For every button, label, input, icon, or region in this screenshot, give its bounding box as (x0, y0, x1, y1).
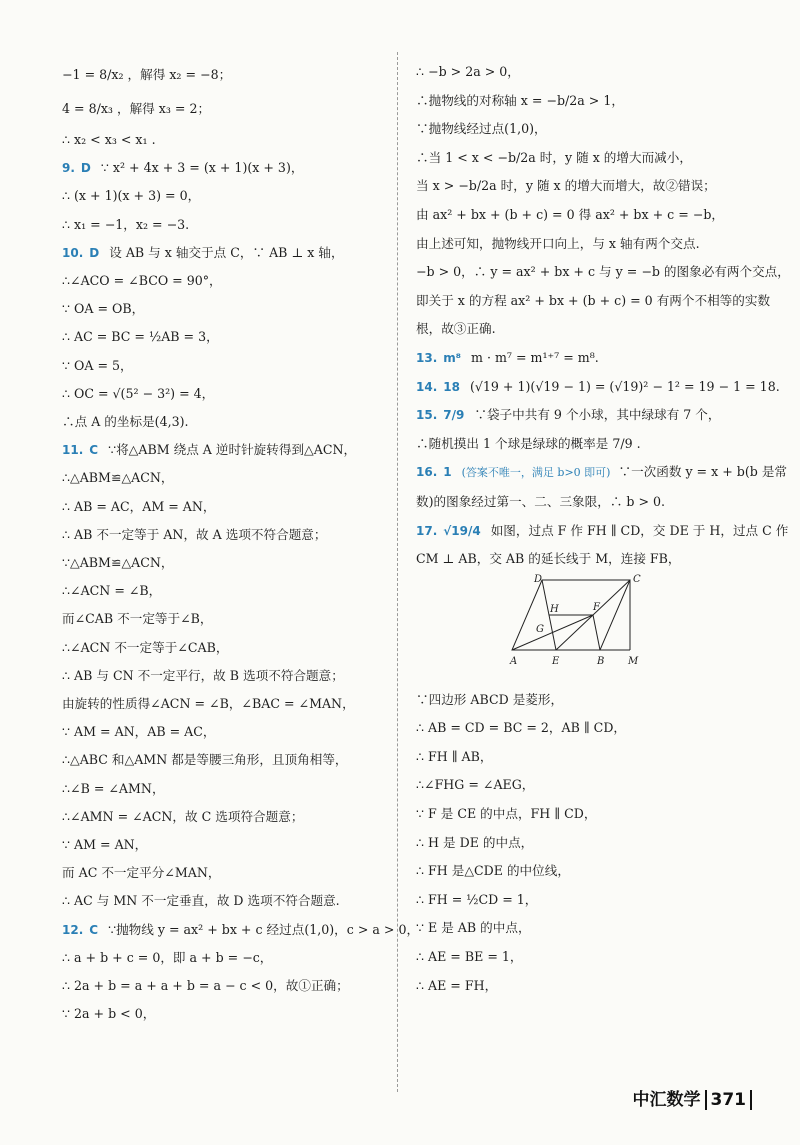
solution-text: ∴抛物线的对称轴 x = −b/2a > 1， (416, 92, 624, 108)
solution-text: ∴∠FHG = ∠AEG， (416, 777, 535, 793)
solution-text: ∴∠ACO = ∠BCO = 90°， (62, 273, 222, 289)
solution-line (62, 859, 382, 887)
solution-text: 而∠CAB 不一定等于∠B， (62, 611, 213, 627)
solution-line (62, 436, 382, 464)
solution-line (62, 352, 382, 380)
fig-label: B (597, 655, 605, 667)
solution-line (416, 87, 766, 116)
solution-line (416, 517, 789, 546)
solution-line (416, 230, 766, 259)
solution-text: 由 ax² + bx + (b + c) = 0 得 ax² + bx + c = −b， (416, 206, 724, 222)
solution-line (416, 545, 766, 574)
solution-text: ∴ AB 与 CN 不一定平行，故 B 选项不符合题意； (62, 667, 344, 683)
answer-label: 18 (443, 379, 460, 394)
page-footer (633, 1085, 753, 1110)
solution-text: ∴ FH ∥ AB， (416, 748, 493, 764)
solution-line (62, 634, 382, 662)
solution-line (416, 258, 790, 287)
solution-text: ∵抛物线经过点(1,0)， (416, 121, 547, 137)
answer-hint: (答案不唯一，满足 b>0 即可) (461, 466, 611, 480)
solution-line (62, 718, 382, 746)
solution-text: ∴ 2a + b = a + a + b = a − c < 0，故①正确； (62, 978, 349, 994)
solution-text: ∴随机摸出 1 个球是绿球的概率是 7/9 . (416, 435, 641, 451)
question-number: 14. (416, 379, 438, 394)
solution-line (416, 458, 788, 488)
solution-line (62, 211, 382, 239)
question-number: 11. (62, 443, 84, 458)
solution-text: ∵四边形 ABCD 是菱形， (416, 691, 564, 707)
solution-text: ∵ x² + 4x + 3 = (x + 1)(x + 3)， (100, 160, 304, 176)
fig-label: M (628, 655, 639, 667)
solution-text: ∴∠ACN = ∠B， (62, 583, 162, 599)
fig-label: E (552, 655, 560, 667)
solution-text: ∴△ABC 和△AMN 都是等腰三角形，且顶角相等， (62, 752, 348, 768)
solution-line (416, 488, 766, 517)
question-number: 15. (416, 408, 438, 423)
solution-text: ∴∠ACN 不一定等于∠CAB， (62, 639, 229, 655)
right-column (416, 58, 790, 1000)
solution-text: ∴ x₁ = −1，x₂ = −3. (62, 216, 190, 232)
left-column (62, 58, 420, 1029)
solution-text: −1 = 8/x₂ ，解得 x₂ = −8； (62, 67, 232, 82)
solution-line (416, 771, 766, 800)
solution-line (62, 803, 382, 831)
question-number: 16. (416, 465, 438, 480)
column-divider (397, 52, 398, 1092)
solution-text: ∵ AM = AN， (62, 837, 148, 853)
solution-line (416, 943, 766, 972)
answer-label: C (89, 443, 99, 458)
solution-line (416, 373, 780, 402)
solution-text: ∴ (x + 1)(x + 3) = 0， (62, 188, 201, 204)
solution-line (416, 829, 766, 858)
solution-text: ∵一次函数 y = x + b(b 是常 (618, 464, 788, 480)
solution-line (416, 201, 766, 230)
solution-line (62, 493, 382, 521)
solution-line (416, 686, 766, 715)
solution-text: ∵ OA = OB， (62, 301, 145, 317)
solution-text: m · m⁷ = m¹⁺⁷ = m⁸. (471, 349, 599, 365)
solution-line (62, 916, 420, 944)
solution-text: ∴∠AMN = ∠ACN，故 C 选项符合题意； (62, 808, 304, 824)
solution-line (62, 887, 382, 915)
solution-text: ∴ AC = BC = ½AB = 3， (62, 329, 219, 345)
solution-text: ∵ E 是 AB 的中点， (416, 920, 531, 936)
answer-label: √19/4 (443, 523, 481, 538)
solution-line (416, 287, 771, 316)
question-number: 13. (416, 350, 438, 365)
solution-line (62, 775, 382, 803)
answer-label: 1 (443, 465, 452, 480)
solution-text: ∴ x₂ < x₃ < x₁ . (62, 132, 156, 147)
solution-text: ∴ −b > 2a > 0， (416, 64, 520, 79)
solution-text: 当 x > −b/2a 时，y 随 x 的增大而增大，故②错误； (416, 178, 716, 194)
question-number: 12. (62, 922, 84, 937)
solution-line (416, 172, 766, 201)
solution-line (416, 315, 766, 344)
solution-line (62, 746, 382, 774)
solution-line (62, 154, 382, 182)
solution-text: 数)的图象经过第一、二、三象限，∴ b > 0. (416, 493, 666, 509)
solution-line (62, 408, 382, 436)
solution-line (62, 267, 382, 295)
question-number: 10. (62, 245, 84, 260)
solution-line (62, 831, 382, 859)
solution-text: ∵ AM = AN，AB = AC， (62, 724, 216, 740)
fig-label: A (510, 655, 518, 667)
solution-text: ∵袋子中共有 9 个小球，其中绿球有 7 个， (474, 407, 721, 423)
solution-text: ∴ AB = CD = BC = 2，AB ∥ CD， (416, 720, 627, 736)
solution-line (416, 914, 766, 943)
solution-line (416, 857, 766, 886)
solution-text: 由旋转的性质得∠ACN = ∠B，∠BAC = ∠MAN， (62, 696, 355, 712)
solution-line (416, 972, 766, 1001)
solution-text: 而 AC 不一定平分∠MAN， (62, 865, 221, 881)
question-number: 9. (62, 161, 75, 176)
solution-text: ∵将△ABM 绕点 A 逆时针旋转得到△ACN， (108, 442, 357, 458)
solution-text: (√19 + 1)(√19 − 1) = (√19)² − 1² = 19 − 1 = 18. (469, 378, 780, 394)
fig-label: C (633, 573, 641, 585)
question-number: 17. (416, 523, 438, 538)
fig-label: H (550, 603, 559, 615)
solution-line (62, 662, 382, 690)
solution-line (416, 115, 766, 144)
solution-text: ∴ H 是 DE 的中点， (416, 834, 534, 850)
solution-text: ∴ AE = BE = 1， (416, 949, 523, 965)
solution-text: −b > 0，∴ y = ax² + bx + c 与 y = −b 的图象必有两个交点， (416, 264, 790, 280)
solution-text: 如图，过点 F 作 FH ∥ CD，交 DE 于 H，过点 C 作 (490, 522, 789, 538)
solution-line (62, 549, 382, 577)
solution-text: ∴ FH 是△CDE 的中位线， (416, 863, 570, 879)
solution-line (62, 521, 382, 549)
fig-label: F (593, 601, 600, 613)
solution-text: ∴ OC = √(5² − 3²) = 4， (62, 385, 215, 401)
book-title: 中汇数学 (632, 1090, 701, 1110)
solution-text: ∵△ABM≌△ACN， (62, 555, 174, 571)
answer-label: D (89, 245, 100, 260)
solution-text: CM ⊥ AB，交 AB 的延长线于 M，连接 FB， (416, 551, 681, 567)
solution-line (62, 323, 382, 351)
solution-text: ∴点 A 的坐标是(4,3). (62, 414, 189, 430)
solution-text: ∴ AC 与 MN 不一定垂直，故 D 选项不符合题意. (62, 893, 340, 909)
solution-line (416, 430, 766, 459)
solution-line (416, 144, 766, 173)
solution-line (62, 239, 382, 267)
solution-text: ∴ AB 不一定等于 AN，故 A 选项不符合题意； (62, 526, 327, 542)
solution-line (62, 464, 382, 492)
answer-label: m⁸ (443, 350, 462, 365)
solution-text: ∵ OA = 5， (62, 357, 133, 373)
solution-text: ∴ FH = ½CD = 1， (416, 891, 538, 907)
solution-line (416, 714, 766, 743)
solution-line (416, 58, 766, 87)
solution-text: ∴∠B = ∠AMN， (62, 780, 165, 796)
solution-line (62, 944, 382, 972)
solution-text: ∴ AB = AC，AM = AN， (62, 498, 216, 514)
fig-label: G (536, 623, 544, 635)
solution-line (62, 182, 382, 210)
solution-text: ∴ a + b + c = 0，即 a + b = −c， (62, 949, 273, 965)
solution-text: 设 AB 与 x 轴交于点 C，∵ AB ⊥ x 轴， (109, 244, 344, 260)
solution-line (62, 126, 382, 154)
answer-label: C (89, 922, 99, 937)
solution-line (416, 344, 766, 373)
solution-text: 即关于 x 的方程 ax² + bx + (b + c) = 0 有两个不相等的实数 (416, 292, 771, 308)
rhombus-figure (510, 573, 672, 676)
solution-line (416, 800, 766, 829)
solution-line (62, 1000, 382, 1028)
solution-text: 由上述可知，抛物线开口向上，与 x 轴有两个交点. (416, 235, 700, 251)
solution-text: ∵抛物线 y = ax² + bx + c 经过点(1,0)，c > a > 0， (108, 921, 420, 937)
page-number: 371 (705, 1090, 753, 1110)
solution-line (62, 577, 382, 605)
answer-label: D (80, 161, 91, 176)
solution-text: 根，故③正确. (416, 321, 496, 337)
solution-line (62, 380, 382, 408)
solution-text: ∵ 2a + b < 0， (62, 1006, 156, 1022)
solution-text: ∴△ABM≌△ACN， (62, 470, 174, 486)
solution-line (62, 605, 382, 633)
answer-label: 7/9 (443, 408, 465, 423)
solution-line (62, 92, 382, 126)
solution-line (62, 295, 382, 323)
solution-line (62, 972, 382, 1000)
solution-line (416, 886, 766, 915)
solution-text: ∴当 1 < x < −b/2a 时，y 随 x 的增大而减小， (416, 149, 692, 165)
solution-text: 4 = 8/x₃ ，解得 x₃ = 2； (62, 101, 211, 116)
solution-line (416, 401, 766, 430)
solution-line (62, 690, 382, 718)
solution-text: ∵ F 是 CE 的中点，FH ∥ CD， (416, 806, 597, 822)
solution-line (62, 58, 382, 92)
fig-label: D (534, 573, 543, 585)
solution-text: ∴ AE = FH， (416, 977, 498, 993)
solution-line (416, 743, 766, 772)
